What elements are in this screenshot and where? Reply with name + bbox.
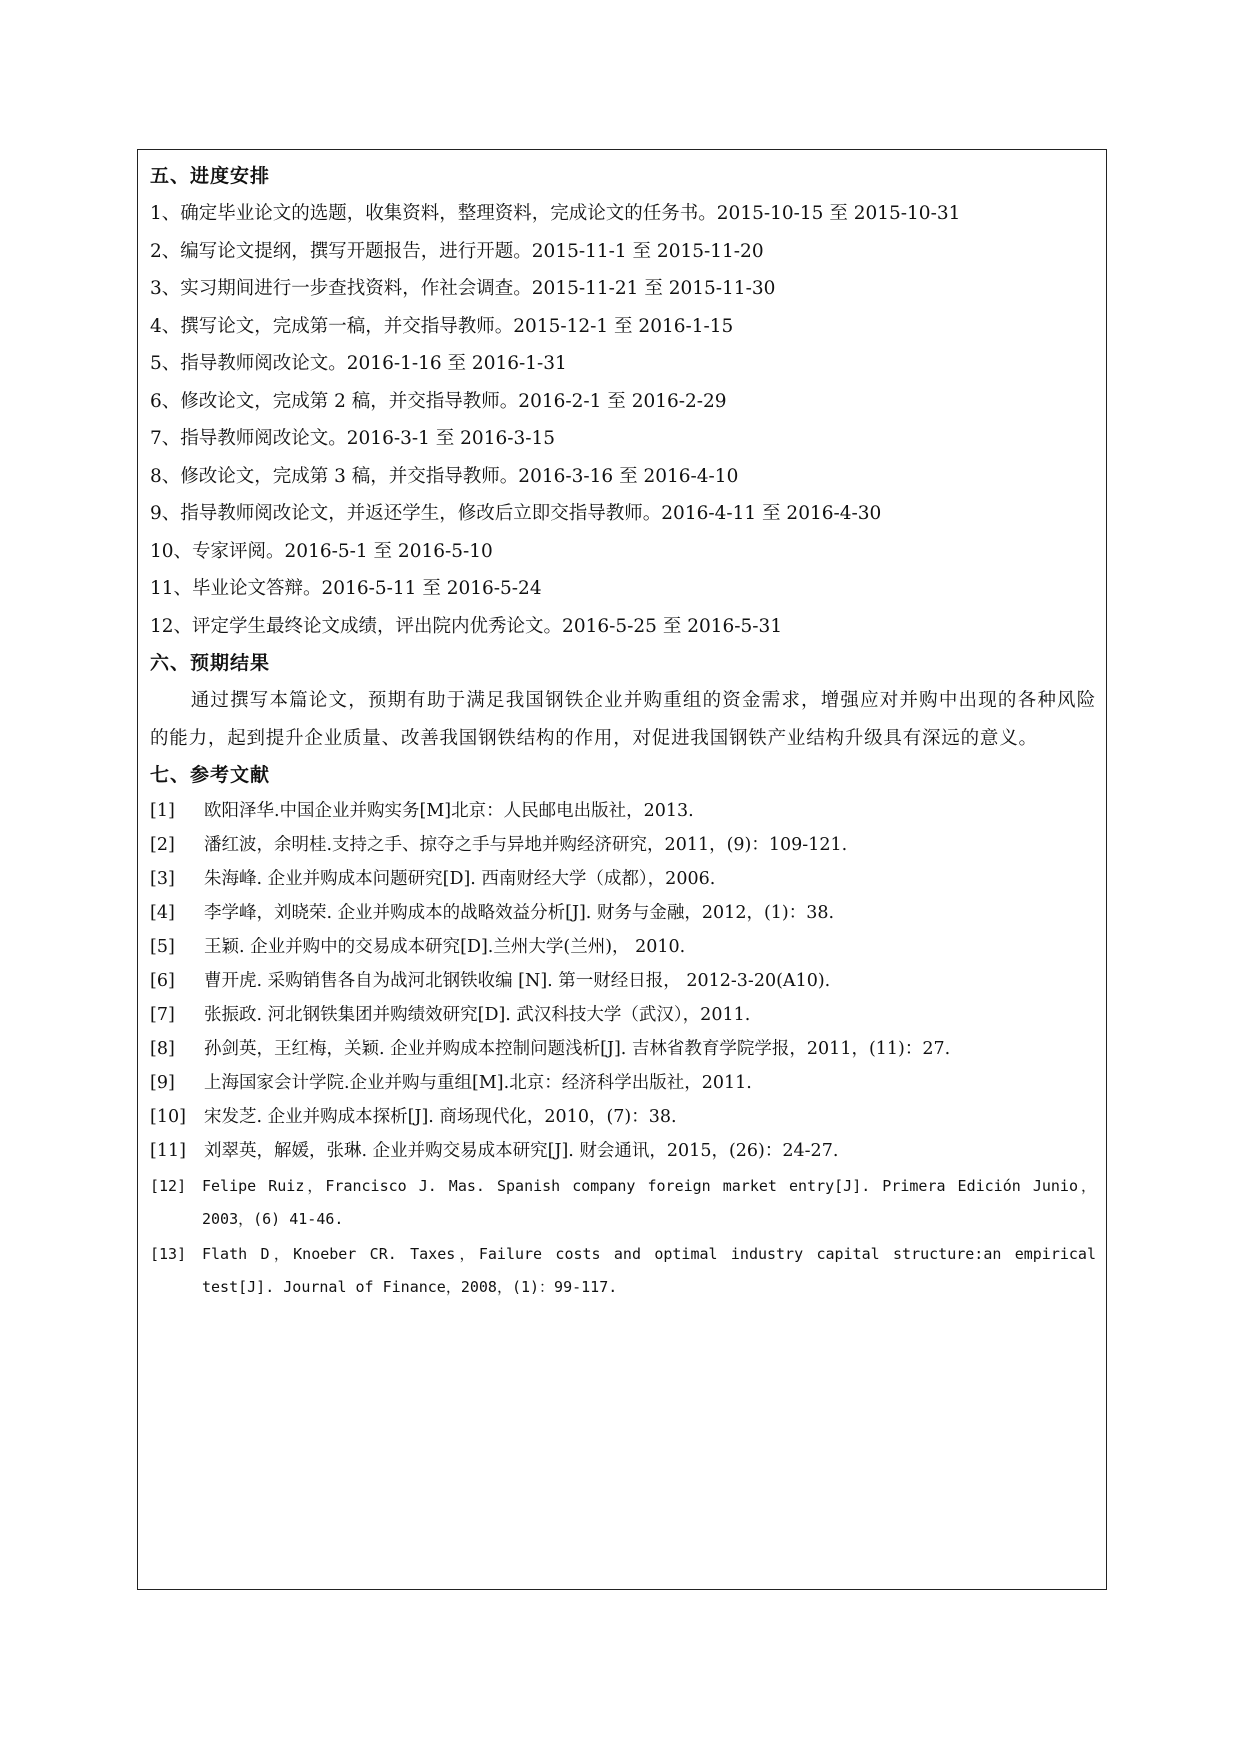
reference-text: 欧阳泽华.中国企业并购实务[M]北京：人民邮电出版社，2013. [204,801,694,821]
reference-item [150,794,1096,828]
reference-number: [5] [150,937,175,957]
document-frame [137,149,1107,1590]
reference-item [150,1134,1096,1168]
reference-number: [6] [150,971,175,991]
schedule-item: 2、编写论文提纲，撰写开题报告，进行开题。2015-11-1 至 2015-11-20 [150,240,764,262]
schedule-item: 3、实习期间进行一步查找资料，作社会调查。2015-11-21 至 2015-11-30 [150,278,776,299]
reference-number: [8] [150,1039,175,1059]
schedule-item: 9、指导教师阅改论文，并返还学生，修改后立即交指导教师。2016-4-11 至 2016-4-30 [150,503,882,524]
reference-text: 刘翠英，解媛，张琳. 企业并购交易成本研究[J]. 财会通讯，2015，(26)：24-27. [204,1141,839,1161]
reference-number: [4] [150,903,175,923]
reference-text: 李学峰，刘晓荣. 企业并购成本的战略效益分析[J]. 财务与金融，2012，(1)：38. [204,903,835,923]
section-title-expected: 六、预期结果 [150,652,271,674]
schedule-item: 10、专家评阅。2016-5-1 至 2016-5-10 [150,540,493,562]
reference-item [150,896,1096,930]
section-title-references: 七、参考文献 [150,764,271,786]
expected-result-paragraph: 通过撰写本篇论文，预期有助于满足我国钢铁企业并购重组的资金需求，增强应对并购中出现的各种风险的能力，起到提升企业质量、改善我国钢铁结构的作用，对促进我国钢铁产业结构升级具有深远的意义。 [150,690,1096,749]
reference-text: Felipe Ruiz，Francisco J. Mas. Spanish company foreign market entry[J]. Primera Edición Junio，2003，(6) 41-46. [202,1177,1096,1228]
reference-item [150,828,1096,862]
reference-number: [2] [150,835,175,855]
reference-item [150,1100,1096,1134]
reference-number: [1] [150,801,175,821]
reference-text: 孙剑英，王红梅，关颖. 企业并购成本控制问题浅析[J]. 吉林省教育学院学报，2011，(11)：27. [204,1039,951,1059]
schedule-item: 1、确定毕业论文的选题，收集资料，整理资料，完成论文的任务书。2015-10-15 至 2015-10-31 [150,203,961,224]
reference-text: 张振政. 河北钢铁集团并购绩效研究[D]. 武汉科技大学（武汉），2011. [204,1005,751,1025]
reference-item-english [150,1238,1096,1304]
reference-item [150,964,1096,998]
reference-item [150,1066,1096,1100]
reference-text: 王颖. 企业并购中的交易成本研究[D].兰州大学(兰州)， 2010. [204,937,686,957]
reference-number: [12] [150,1177,187,1195]
reference-item [150,862,1096,896]
schedule-item: 12、评定学生最终论文成绩，评出院内优秀论文。2016-5-25 至 2016-5-31 [150,615,783,637]
reference-item-english [150,1170,1096,1236]
reference-text: 上海国家会计学院.企业并购与重组[M].北京：经济科学出版社，2011. [204,1073,752,1093]
reference-number: [7] [150,1005,175,1025]
schedule-item: 8、修改论文，完成第 3 稿，并交指导教师。2016-3-16 至 2016-4-10 [150,465,739,487]
reference-number: [11] [150,1141,186,1161]
schedule-item: 11、毕业论文答辩。2016-5-11 至 2016-5-24 [150,578,542,599]
reference-text: Flath D，Knoeber CR. Taxes，Failure costs and optimal industry capital structure:an empirical test[J]. Journal of Finance，2008，(1)：99-117. [202,1245,1096,1296]
reference-text: 曹开虎. 采购销售各自为战河北钢铁收编 [N]. 第一财经日报， 2012-3-20(A10). [204,971,831,991]
reference-item [150,1032,1096,1066]
schedule-item: 4、撰写论文，完成第一稿，并交指导教师。2015-12-1 至 2016-1-15 [150,315,734,337]
reference-number: [10] [150,1107,186,1127]
schedule-item: 5、指导教师阅改论文。2016-1-16 至 2016-1-31 [150,353,567,374]
schedule-item: 7、指导教师阅改论文。2016-3-1 至 2016-3-15 [150,428,556,449]
reference-number: [9] [150,1073,175,1093]
reference-number: [13] [150,1245,187,1263]
reference-text: 朱海峰. 企业并购成本问题研究[D]. 西南财经大学（成都），2006. [204,869,716,889]
schedule-item: 6、修改论文，完成第 2 稿，并交指导教师。2016-2-1 至 2016-2-29 [150,390,727,412]
section-title-schedule: 五、进度安排 [150,165,271,187]
reference-number: [3] [150,869,175,889]
reference-text: 潘红波，余明桂.支持之手、掠夺之手与异地并购经济研究，2011，(9)：109-121. [204,835,848,855]
reference-text: 宋发芝. 企业并购成本探析[J]. 商场现代化，2010，(7)：38. [204,1107,677,1127]
reference-item [150,998,1096,1032]
reference-item [150,930,1096,964]
